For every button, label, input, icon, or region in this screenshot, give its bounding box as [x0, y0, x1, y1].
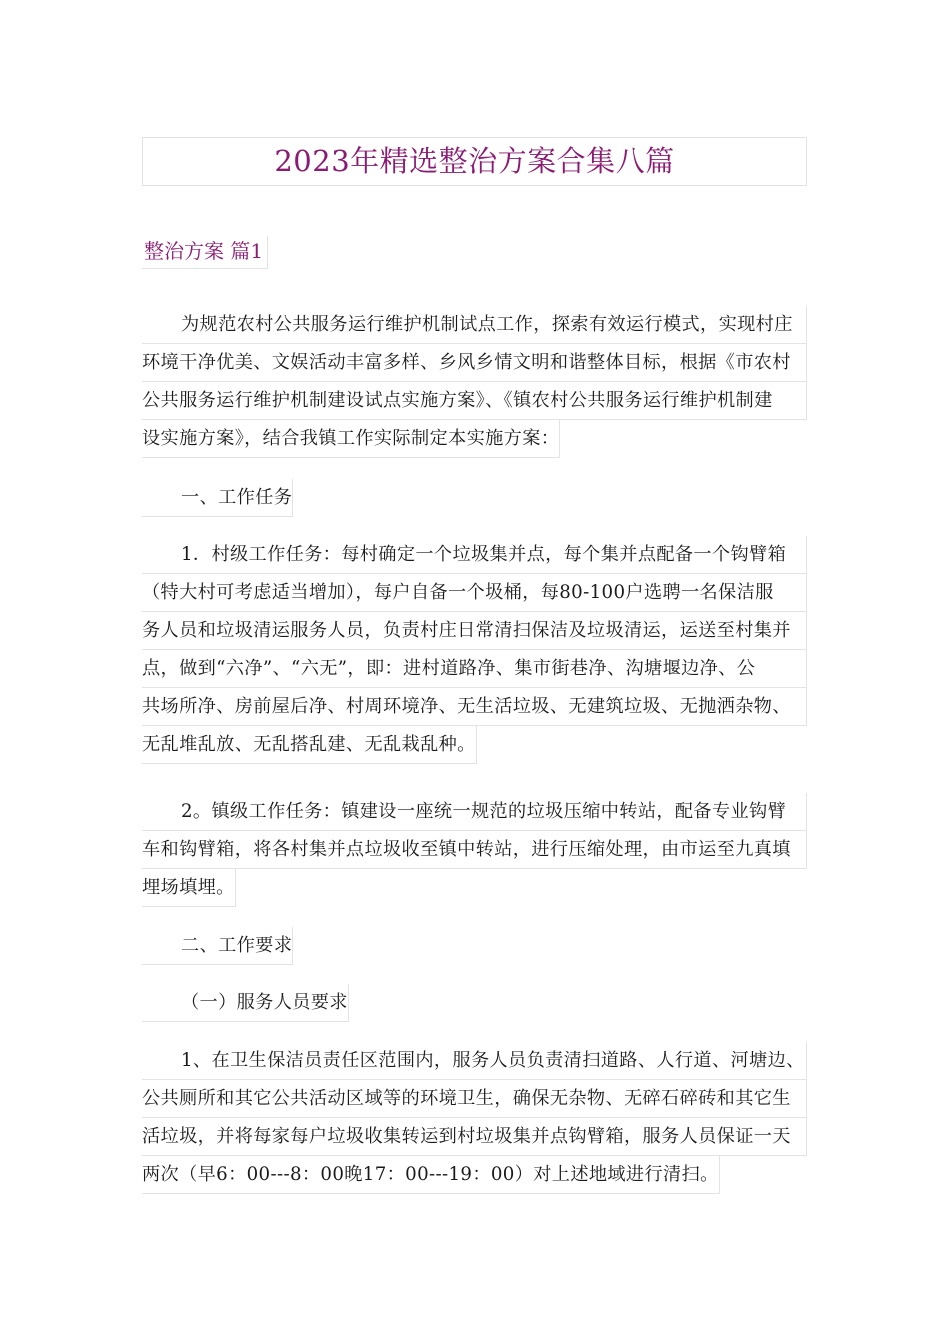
paragraph-line: 两次（早6：00---8：00晚17：00---19：00）对上述地域进行清扫。 [142, 1156, 720, 1194]
paragraph-line: 1．村级工作任务：每村确定一个垃圾集并点，每个集并点配备一个钩臂箱 [142, 536, 807, 574]
section-heading: 整治方案 篇1 [142, 236, 268, 269]
paragraph-line: 2。镇级工作任务：镇建设一座统一规范的垃圾压缩中转站，配备专业钩臂 [142, 793, 807, 831]
paragraph-line: 无乱堆乱放、无乱搭乱建、无乱栽乱种。 [142, 726, 477, 764]
part1-heading: 一、工作任务 [142, 479, 293, 517]
document-title: 2023年精选整治方案合集八篇 [274, 144, 675, 178]
intro-paragraph [142, 306, 807, 458]
paragraph-line: 1、在卫生保洁员责任区范围内，服务人员负责清扫道路、人行道、河塘边、 [142, 1042, 807, 1080]
paragraph-line: 务人员和垃圾清运服务人员，负责村庄日常清扫保洁及垃圾清运，运送至村集并 [142, 612, 807, 650]
part2-heading: 二、工作要求 [142, 927, 293, 965]
paragraph-line: 埋场填埋。 [142, 869, 236, 907]
paragraph-line: 公共厕所和其它公共活动区域等的环境卫生，确保无杂物、无碎石碎砖和其它生 [142, 1080, 807, 1118]
paragraph-line: 车和钩臂箱，将各村集并点垃圾收至镇中转站，进行压缩处理，由市运至九真填 [142, 831, 807, 869]
item1-paragraph [142, 536, 807, 764]
sub1-heading-block [142, 984, 807, 1022]
paragraph-line: 共场所净、房前屋后净、村周环境净、无生活垃圾、无建筑垃圾、无抛洒杂物、 [142, 688, 807, 726]
part2-heading-block [142, 927, 807, 965]
paragraph-line: 公共服务运行维护机制建设试点实施方案》、《镇农村公共服务运行维护机制建 [142, 382, 807, 420]
part1-heading-block [142, 479, 807, 517]
paragraph-line: 点，做到“六净”、“六无”，即：进村道路净、集市街巷净、沟塘堰边净、公 [142, 650, 807, 688]
paragraph-line: 环境干净优美、文娱活动丰富多样、乡风乡情文明和谐整体目标，根据《市农村 [142, 344, 807, 382]
paragraph-line: 活垃圾，并将每家每户垃圾收集转运到村垃圾集并点钩臂箱，服务人员保证一天 [142, 1118, 807, 1156]
req1-paragraph [142, 1042, 807, 1194]
paragraph-line: （特大村可考虑适当增加），每户自备一个圾桶，每80-100户选聘一名保洁服 [142, 574, 807, 612]
sub1-heading: （一）服务人员要求 [142, 984, 349, 1022]
title-box [142, 137, 807, 186]
paragraph-line: 设实施方案》，结合我镇工作实际制定本实施方案： [142, 420, 560, 458]
paragraph-line: 为规范农村公共服务运行维护机制试点工作，探索有效运行模式，实现村庄 [142, 306, 807, 344]
item2-paragraph [142, 793, 807, 907]
